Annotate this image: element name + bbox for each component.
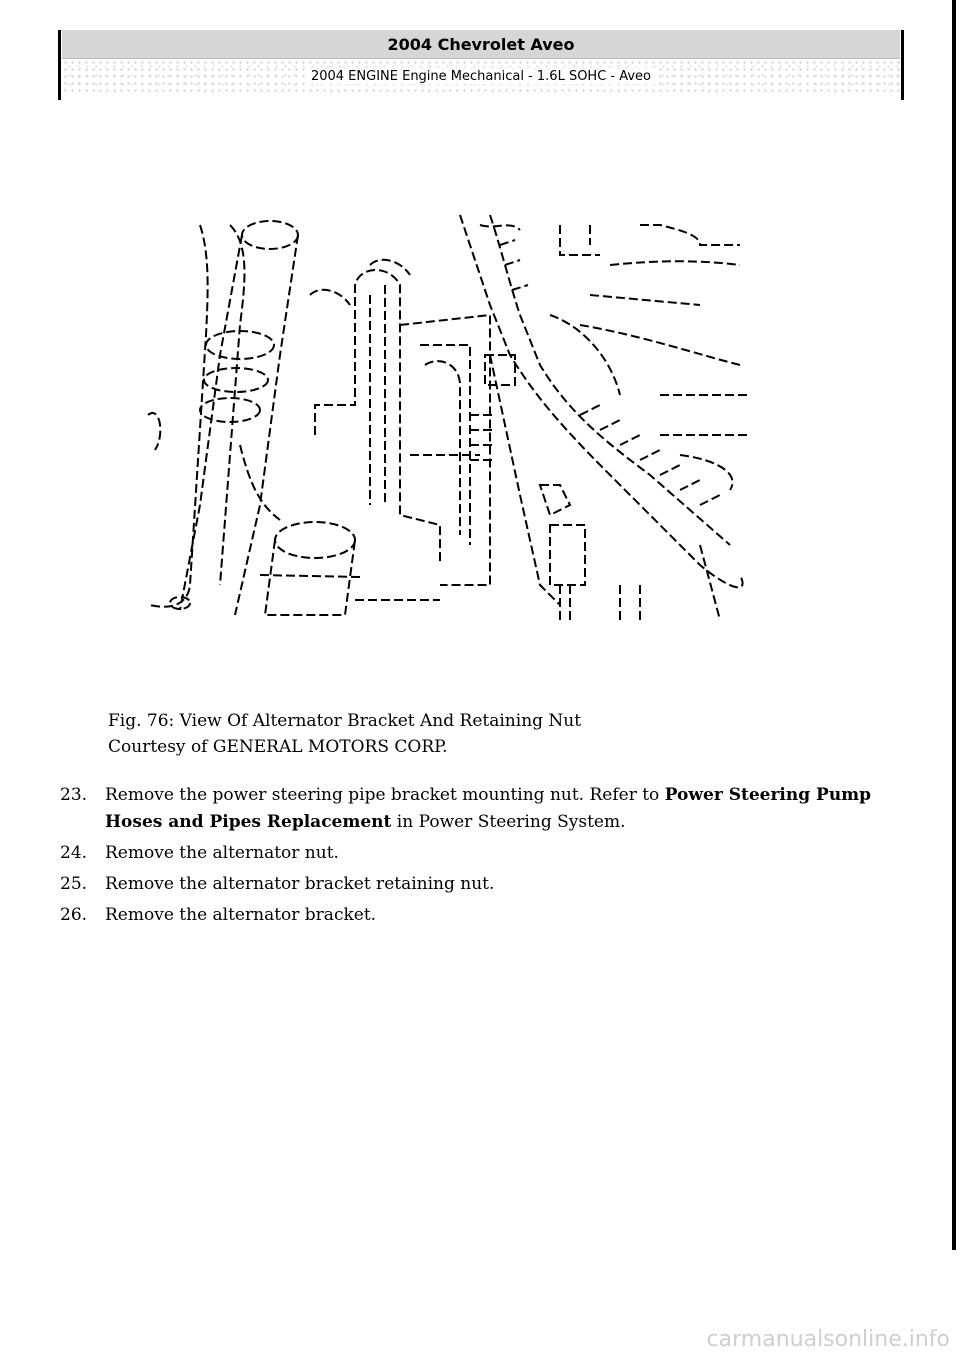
step-text: Remove the alternator bracket. xyxy=(105,905,377,925)
figure-caption-title: Fig. 76: View Of Alternator Bracket And Retaining Nut xyxy=(108,711,582,731)
page-border-left xyxy=(58,30,61,100)
power-steering-reference-link[interactable]: Power Steering Pump Hoses and Pipes Replacement xyxy=(105,785,872,832)
step-25 xyxy=(60,871,910,898)
step-26 xyxy=(60,902,910,929)
page-border-right-top xyxy=(901,30,904,100)
site-watermark: carmanualsonline.info xyxy=(706,1327,950,1352)
page-header xyxy=(62,30,900,96)
figure-caption-credit: Courtesy of GENERAL MOTORS CORP. xyxy=(108,737,448,757)
header-subtitle: 2004 ENGINE Engine Mechanical - 1.6L SOHC - Aveo xyxy=(305,69,657,84)
step-number: 25. xyxy=(60,874,88,894)
step-text: Remove the power steering pipe bracket mounting nut. Refer to Power Steering Pump Hoses and Pipes Replacement in Power Steering System. xyxy=(105,785,872,832)
step-23 xyxy=(60,782,910,836)
step-number: 23. xyxy=(60,785,88,805)
header-title: 2004 Chevrolet Aveo xyxy=(62,30,900,59)
figure-caption xyxy=(108,708,581,760)
step-number: 26. xyxy=(60,905,88,925)
alternator-bracket-illustration xyxy=(140,205,760,635)
step-24 xyxy=(60,840,910,867)
step-text: Remove the alternator nut. xyxy=(105,843,339,863)
procedure-steps xyxy=(60,782,910,933)
page-border-right xyxy=(952,0,956,1250)
step-text: Remove the alternator bracket retaining nut. xyxy=(105,874,495,894)
header-subtitle-bar xyxy=(62,59,900,93)
step-number: 24. xyxy=(60,843,88,863)
